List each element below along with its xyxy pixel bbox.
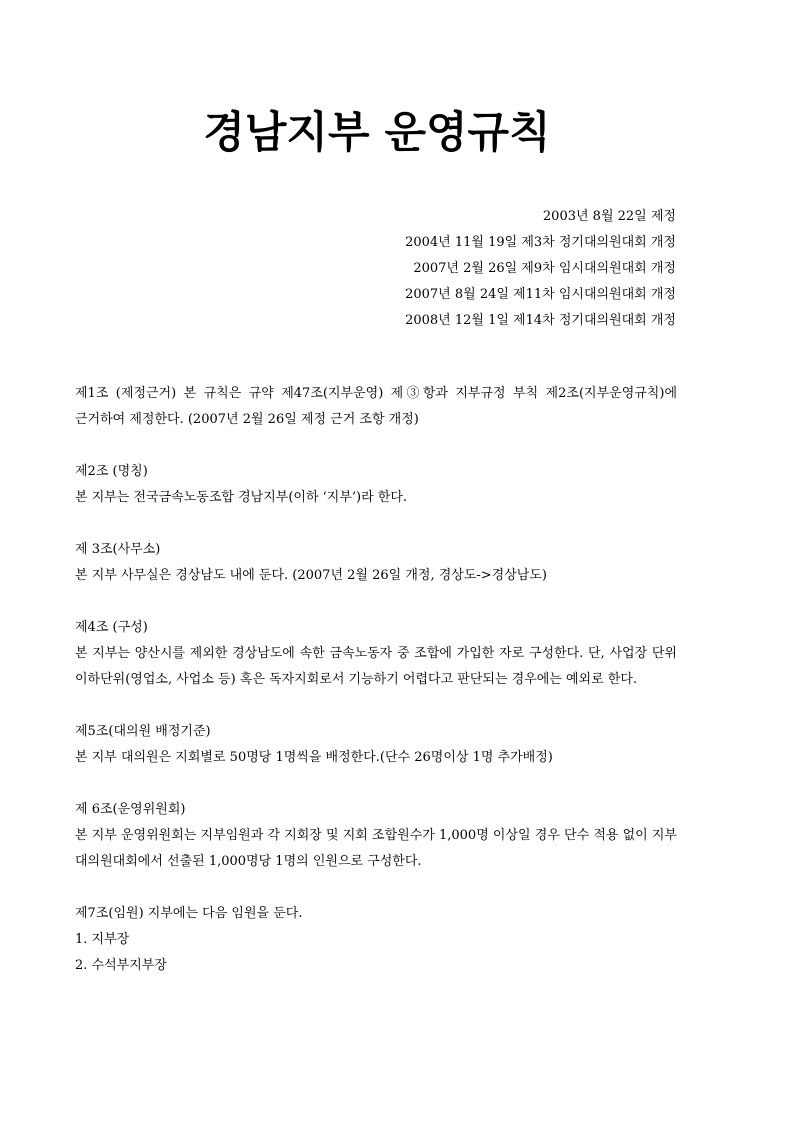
list-item: 2. 수석부지부장	[75, 958, 167, 973]
revision-entry: 2007년 2월 26일 제9차 임시대의원대회 개정	[413, 261, 676, 276]
revision-entry: 2004년 11월 19일 제3차 정기대의원대회 개정	[405, 235, 676, 250]
document-title: 경남지부 운영규칙	[203, 108, 551, 158]
article-5-heading: 제5조(대의원 배정기준)	[75, 724, 211, 739]
document-body	[75, 381, 677, 979]
revision-entry: 2003년 8월 22일 제정	[542, 209, 676, 224]
article-4-text: 본 지부는 양산시를 제외한 경상남도에 속한 금속노동자 중 조합에 가입한 자로 구성한다. 단, 사업장 단위 이하단위(영업소, 사업소 등) 혹은 독자지회로서 기능하기 어렵다고 판단되는 경우에는 예외로 한다.	[75, 646, 677, 687]
article-4-heading: 제4조 (구성)	[75, 620, 148, 635]
article-6-heading: 제 6조(운영위원회)	[75, 802, 186, 817]
revision-history	[405, 204, 676, 334]
article-3-heading: 제 3조(사무소)	[75, 542, 161, 557]
article-7-heading: 제7조(임원) 지부에는 다음 임원을 둔다.	[75, 906, 303, 921]
article-2-text: 본 지부는 전국금속노동조합 경남지부(이하 ‘지부’)라 한다.	[75, 490, 408, 505]
revision-entry: 2008년 12월 1일 제14차 정기대의원대회 개정	[405, 313, 676, 328]
article-1-text: 제1조 (제정근거) 본 규칙은 규약 제47조(지부운영) 제③항과 지부규정 부칙 제2조(지부운영규칙)에 근거하여 제정한다. (2007년 2월 26일 제정 근거 조항 개정)	[75, 386, 677, 427]
article-6-text: 본 지부 운영위원회는 지부임원과 각 지회장 및 지회 조합원수가 1,000명 이상일 경우 단수 적용 없이 지부 대의원대회에서 선출된 1,000명당 1명의 인원으로 구성한다.	[75, 828, 677, 869]
article-2-heading: 제2조 (명칭)	[75, 464, 148, 479]
article-3-text: 본 지부 사무실은 경상남도 내에 둔다. (2007년 2월 26일 개정, 경상도->경상남도)	[75, 568, 547, 583]
list-item: 1. 지부장	[75, 932, 130, 947]
revision-entry: 2007년 8월 24일 제11차 임시대의원대회 개정	[405, 287, 676, 302]
article-5-text: 본 지부 대의원은 지회별로 50명당 1명씩을 배정한다.(단수 26명이상 1명 추가배정)	[75, 750, 553, 765]
